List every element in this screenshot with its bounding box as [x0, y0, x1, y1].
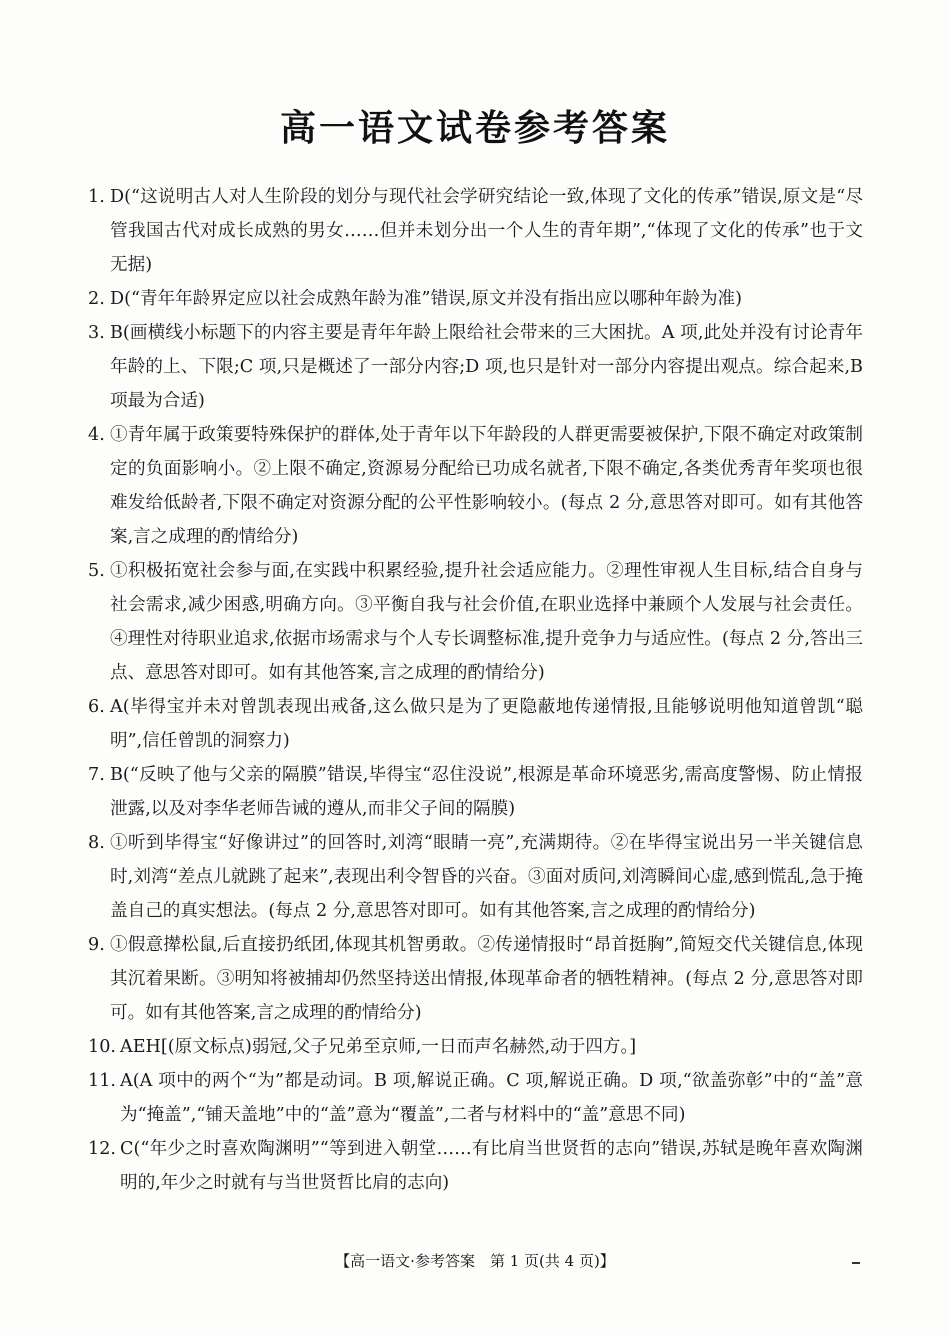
answer-number: 7. [88, 765, 105, 785]
answer-item [88, 316, 863, 418]
answer-item [88, 826, 863, 928]
answer-item [88, 554, 863, 690]
answer-text: ①听到毕得宝“好像讲过”的回答时,刘湾“眼睛一亮”,充满期待。②在毕得宝说出另一半关键信息时,刘湾“差点儿就跳了起来”,表现出利令智昏的兴奋。③面对质问,刘湾瞬间心虚,感到慌乱,急于掩盖自己的真实想法。(每点 2 分,意思答对即可。如有其他答案,言之成理的酌情给分) [110, 833, 863, 921]
page-footer: 【高一语文·参考答案 第 1 页(共 4 页)】 [335, 1252, 615, 1270]
answer-number: 10. [88, 1037, 116, 1057]
answer-text: A(A 项中的两个“为”都是动词。B 项,解说正确。C 项,解说正确。D 项,“欲盖弥彰”中的“盖”意为“掩盖”,“铺天盖地”中的“盖”意为“覆盖”,二者与材料中的“盖”意思不同) [120, 1071, 863, 1125]
answer-text: C(“年少之时喜欢陶渊明”“等到进入朝堂……有比肩当世贤哲的志向”错误,苏轼是晚年喜欢陶渊明的,年少之时就有与当世贤哲比肩的志向) [120, 1139, 863, 1193]
answer-number: 6. [88, 697, 105, 717]
answer-text: B(画横线小标题下的内容主要是青年年龄上限给社会带来的三大困扰。A 项,此处并没有讨论青年年龄的上、下限;C 项,只是概述了一部分内容;D 项,也只是针对一部分内容提出观点。综合起来,B 项最为合适) [110, 323, 863, 411]
answer-item [88, 1132, 863, 1200]
answer-item [88, 690, 863, 758]
answer-text: D(“青年年龄界定应以社会成熟年龄为准”错误,原文并没有指出应以哪种年龄为准) [110, 289, 743, 309]
page-title: 高一语文试卷参考答案 [279, 108, 670, 149]
answer-number: 4. [88, 425, 105, 445]
answer-number: 9. [88, 935, 105, 955]
answer-text: ①假意撵松鼠,后直接扔纸团,体现其机智勇敢。②传递情报时“昂首挺胸”,简短交代关键信息,体现其沉着果断。③明知将被捕却仍然坚持送出情报,体现革命者的牺牲精神。(每点 2 分,意思答对即可。如有其他答案,言之成理的酌情给分) [110, 935, 863, 1023]
scan-mark [852, 1262, 860, 1264]
answer-item [88, 180, 863, 282]
answer-item [88, 1030, 863, 1064]
answer-list [88, 180, 863, 1200]
answer-text: D(“这说明古人对人生阶段的划分与现代社会学研究结论一致,体现了文化的传承”错误,原文是“尽管我国古代对成长成熟的男女……但并未划分出一个人生的青年期”,“体现了文化的传承”也于文无据) [110, 187, 863, 275]
answer-text: B(“反映了他与父亲的隔膜”错误,毕得宝“忍住没说”,根源是革命环境恶劣,需高度警惕、防止情报泄露,以及对李华老师告诫的遵从,而非父子间的隔膜) [110, 765, 863, 819]
answer-number: 8. [88, 833, 105, 853]
answer-item [88, 418, 863, 554]
answer-text: AEH[(原文标点)弱冠,父子兄弟至京师,一日而声名赫然,动于四方。] [120, 1037, 637, 1057]
answer-number: 1. [88, 187, 105, 207]
answer-item [88, 1064, 863, 1132]
answer-number: 2. [88, 289, 105, 309]
answer-text: ①积极拓宽社会参与面,在实践中积累经验,提升社会适应能力。②理性审视人生目标,结合自身与社会需求,减少困惑,明确方向。③平衡自我与社会价值,在职业选择中兼顾个人发展与社会责任。④理性对待职业追求,依据市场需求与个人专长调整标准,提升竞争力与适应性。(每点 2 分,答出三点、意思答对即可。如有其他答案,言之成理的酌情给分) [110, 561, 863, 683]
answer-item [88, 758, 863, 826]
answer-number: 12. [88, 1139, 116, 1159]
answer-item [88, 928, 863, 1030]
answer-number: 3. [88, 323, 105, 343]
answer-text: A(毕得宝并未对曾凯表现出戒备,这么做只是为了更隐蔽地传递情报,且能够说明他知道曾凯“聪明”,信任曾凯的洞察力) [110, 697, 863, 751]
answer-number: 5. [88, 561, 105, 581]
answer-text: ①青年属于政策要特殊保护的群体,处于青年以下年龄段的人群更需要被保护,下限不确定对政策制定的负面影响小。②上限不确定,资源易分配给已功成名就者,下限不确定,各类优秀青年奖项也很难发给低龄者,下限不确定对资源分配的公平性影响较小。(每点 2 分,意思答对即可。如有其他答案,言之成理的酌情给分) [110, 425, 863, 547]
answer-number: 11. [88, 1071, 116, 1091]
answer-item [88, 282, 863, 316]
